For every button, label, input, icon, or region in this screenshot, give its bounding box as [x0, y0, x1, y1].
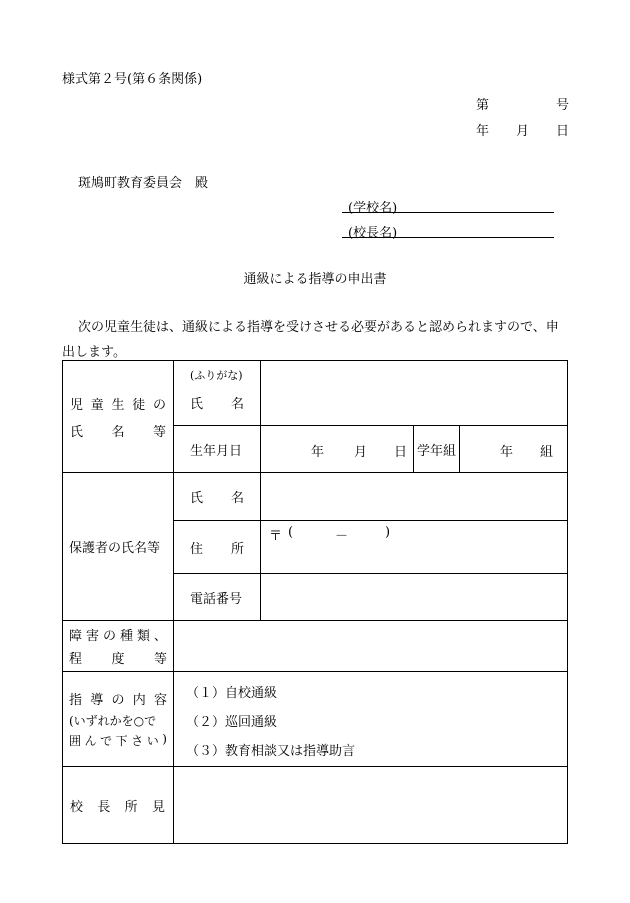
principal-opinion-label: 校 長 所 見: [70, 799, 165, 815]
postal-dash: －: [335, 529, 349, 544]
school-name-label: (学校名): [348, 201, 398, 216]
address-label: 住 所: [190, 541, 244, 557]
birth-date-field[interactable]: [261, 426, 414, 473]
grade-label: 学年組: [416, 443, 456, 459]
student-name-row: [63, 361, 568, 426]
body-line-2: 出します。: [62, 345, 126, 360]
principal-name-underline: [342, 237, 554, 238]
grade-field[interactable]: [460, 426, 568, 473]
address-field[interactable]: [261, 521, 568, 574]
birth-label: 生年月日: [190, 443, 243, 459]
grade-class-unit: 組: [540, 445, 554, 460]
principal-name-label: (校長名): [348, 226, 398, 241]
date-day: 日: [556, 124, 570, 139]
guardian-name-row: [63, 473, 568, 521]
furigana-label: (ふりがな): [190, 369, 243, 382]
birth-month-unit: 月: [354, 445, 368, 460]
phone-label: 電話番号: [190, 591, 243, 607]
guidance-row: [63, 672, 568, 767]
phone-field[interactable]: [261, 574, 568, 621]
guidance-option-3[interactable]: （３）教育相談又は指導助言: [186, 744, 356, 759]
student-name-field[interactable]: [261, 361, 568, 426]
addressee: 斑鳩町教育委員会 殿: [78, 176, 209, 191]
student-name-label: 氏 名: [190, 397, 244, 412]
postal-open-paren: (: [288, 525, 294, 540]
grade-year-unit: 年: [500, 445, 514, 460]
disability-label-cell: [63, 621, 174, 672]
document-title: 通級による指導の申出書: [243, 272, 387, 287]
birth-year-unit: 年: [311, 445, 325, 460]
guidance-option-1[interactable]: （１）自校通級: [186, 686, 278, 701]
guardian-name-label: 氏 名: [190, 491, 244, 506]
disability-label-line-2: 程 度 等: [69, 652, 167, 667]
guidance-label-line-2: (いずれかを○で: [69, 714, 157, 728]
form-id: 様式第２号(第６条関係): [62, 72, 203, 87]
doc-number-go: 号: [556, 98, 570, 113]
guardian-label-cell: [63, 473, 174, 621]
phone-label-cell: [174, 574, 261, 621]
application-form-table: [62, 360, 568, 844]
address-label-cell: [174, 521, 261, 574]
principal-opinion-field[interactable]: [174, 767, 568, 844]
disability-label-line-1: 障 害 の 種 類 、: [69, 629, 167, 644]
guidance-option-2[interactable]: （２）巡回通級: [186, 715, 278, 730]
guardian-name-field[interactable]: [261, 473, 568, 521]
doc-number-dai: 第: [476, 98, 490, 113]
guidance-options-cell: [174, 672, 568, 767]
guardian-label: 保護者の氏名等: [69, 541, 161, 556]
date-year: 年: [476, 124, 490, 139]
student-label-line-1: 児 童 生 徒 の: [70, 397, 166, 413]
guidance-label-line-3: 囲 ん で 下 さ い ): [69, 732, 167, 748]
date-month: 月: [516, 124, 530, 139]
birth-day-unit: 日: [394, 445, 408, 460]
student-name-label-cell: [174, 361, 261, 426]
school-name-underline: [342, 212, 554, 213]
principal-opinion-row: [63, 767, 568, 844]
student-label-line-2: 氏 名 等: [70, 424, 166, 440]
grade-label-cell: [414, 426, 460, 473]
principal-opinion-label-cell: [63, 767, 174, 844]
student-label-cell: [63, 361, 174, 473]
guidance-label-line-1: 指 導 の 内 容: [69, 693, 167, 708]
guardian-name-label-cell: [174, 473, 261, 521]
body-line-1: 次の児童生徒は、通級による指導を受けさせる必要があると認められますので、申: [78, 320, 559, 335]
disability-row: [63, 621, 568, 672]
postal-mark: 〒: [269, 529, 283, 544]
guidance-label-cell: [63, 672, 174, 767]
disability-field[interactable]: [174, 621, 568, 672]
postal-close-paren: ): [385, 525, 391, 540]
birth-label-cell: [174, 426, 261, 473]
